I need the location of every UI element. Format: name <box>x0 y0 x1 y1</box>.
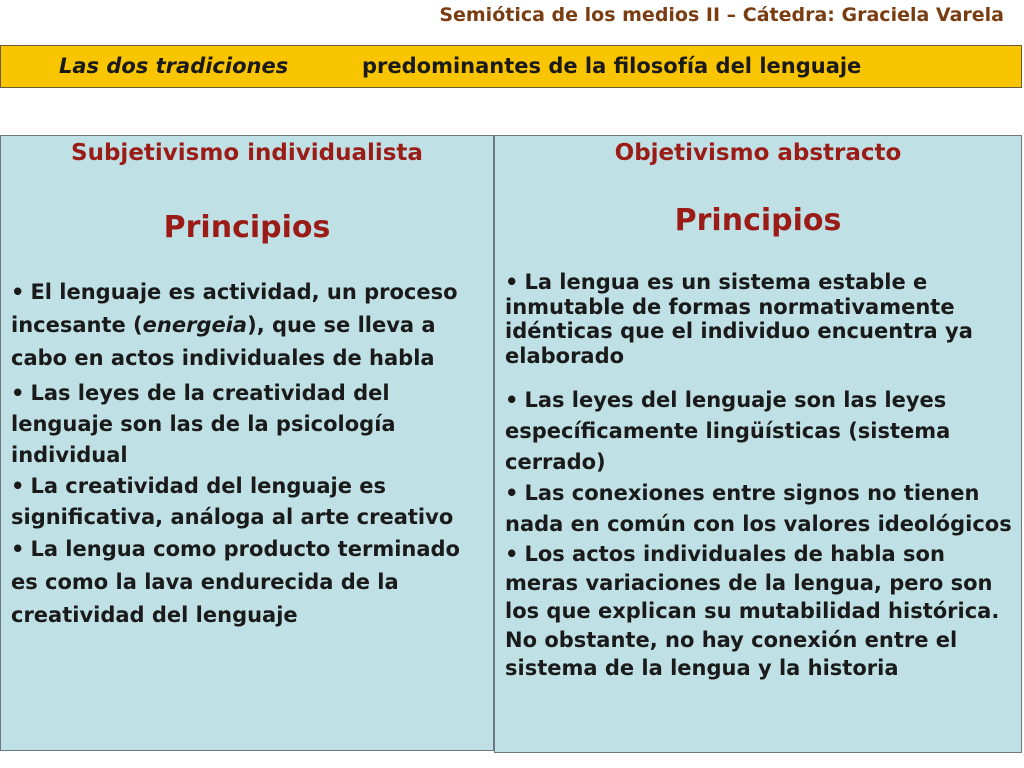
bullet-icon: • <box>11 280 25 304</box>
list-item: • La lengua es un sistema estable e inmutable de formas normativamente idénticas que el individuo encuentra ya elaborado <box>505 270 973 368</box>
list-item: • El lenguaje es actividad, un proceso incesante (energeia), que se lleva a cabo en actos individuales de habla <box>11 280 458 370</box>
right-column <box>494 135 1022 753</box>
left-column-subheading: Principios <box>163 210 331 245</box>
bullet-icon: • <box>11 381 25 405</box>
list-item: • Las leyes de la creatividad del lenguaje son las de la psicología individual <box>11 381 396 467</box>
bullet-icon: • <box>505 481 519 505</box>
bullet-icon: • <box>505 270 519 294</box>
banner-title-rest: predominantes de la filosofía del lenguaje <box>362 54 862 78</box>
bullet-icon: • <box>11 474 25 498</box>
bullet-icon: • <box>505 542 519 566</box>
banner-title-italic: Las dos tradiciones <box>59 54 289 78</box>
bullet-icon: • <box>505 388 519 412</box>
right-principles-list <box>505 270 1017 683</box>
slide-banner <box>0 45 1022 88</box>
list-item: • La lengua como producto terminado es como la lava endurecida de la creatividad del lenguaje <box>11 537 460 627</box>
right-column-heading: Objetivismo abstracto <box>614 140 902 166</box>
page-title: Semiótica de los medios II – Cátedra: Graciela Varela <box>439 4 1004 26</box>
bullet-icon: • <box>11 537 25 561</box>
list-item: • La creatividad del lenguaje es significativa, análoga al arte creativo <box>11 474 454 529</box>
left-column-heading: Subjetivismo individualista <box>71 140 423 166</box>
right-column-subheading: Principios <box>674 203 842 238</box>
list-item: • Los actos individuales de habla son meras variaciones de la lengua, pero son los que explican su mutabilidad histórica. No obstante, no hay conexión entre el sistema de la lengua y la historia <box>505 542 1000 680</box>
left-column <box>0 135 494 751</box>
left-principles-list <box>11 276 487 632</box>
list-item: • Las conexiones entre signos no tienen nada en común con los valores ideológicos <box>505 481 1012 536</box>
list-item: • Las leyes del lenguaje son las leyes específicamente lingüísticas (sistema cerrado) <box>505 388 951 474</box>
